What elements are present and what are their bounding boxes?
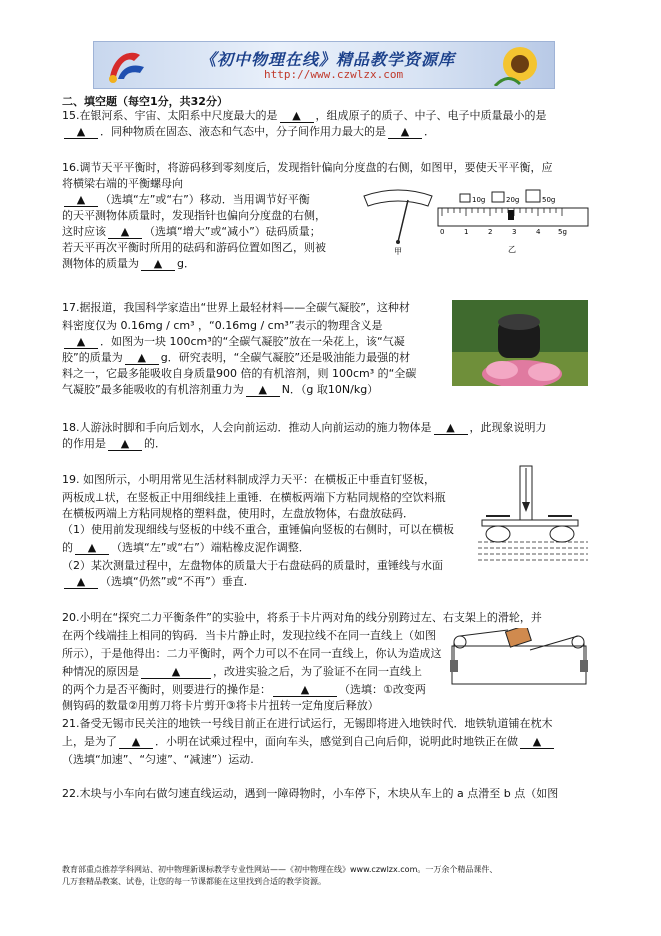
q17-line6: 气凝胶”最多能吸收的有机溶剂重力为 ▲ N．（g 取10N/kg） <box>62 383 379 396</box>
svg-text:4: 4 <box>536 228 541 236</box>
figure-label-yi: 乙 <box>508 245 516 254</box>
q17-line2: 料密度仅为 0.16mg / cm³ ，“0.16mg / cm³”表示的物理含义是 <box>62 319 383 332</box>
q16-line4: 的天平测物体质量时，发现指针也偏向分度盘的右侧， <box>62 209 326 222</box>
svg-text:0: 0 <box>440 228 445 236</box>
q20-line5: 的两个力是否平衡时，则要进行的操作是： ▲ （选填：①改变两 <box>62 683 426 696</box>
answer-blank: ▲ <box>108 225 142 239</box>
bottle-left <box>486 526 510 542</box>
q18-line1: 18.人游泳时脚和手向后划水，人会向前运动．推动人向前运动的施力物体是 ▲ ，此现象说明力 <box>62 421 547 434</box>
q21-line3: （选填“加速”、“匀速”、“减速”）运动. <box>62 753 254 766</box>
two-force-card-figure <box>446 628 592 688</box>
svg-text:10g: 10g <box>472 196 486 204</box>
q15-line1: 15.在银河系、宇宙、太阳系中尺度最大的是 ▲ ，组成原子的质子、中子、电子中质量最小的是 <box>62 109 547 122</box>
q19-line1: 19. 如图所示，小明用常见生活材料制成浮力天平：在横板正中垂直钉竖板， <box>62 473 435 486</box>
q19-line3: 在横板两端上方粘同规格的塑料盘，使用时，左盘放物体，右盘放砝码． <box>62 507 414 520</box>
q20-line4: 种情况的原因是 ▲ ，改进实验之后，为了验证不在同一直线上 <box>62 665 422 678</box>
site-logo-icon <box>104 45 148 85</box>
q22-line1: 22.木块与小车向右做匀速直线运动，遇到一障碍物时，小车停下，木块从车上的 a 点滑至 b 点（如图 <box>62 787 559 800</box>
weights-and-scale-figure-yi <box>438 190 588 254</box>
answer-blank: ▲ <box>434 421 468 435</box>
q21-line2: 上，是为了 ▲ ．小明在试乘过程中，面向车头，感觉到自己向后仰，说明此时地铁正在做 ▲ <box>62 734 556 750</box>
q20-line2: 在两个线端挂上相同的钩码．当卡片静止时，发现拉线不在同一直线上（如图 <box>62 629 436 642</box>
q19-line5: 的 ▲ （选填“左”或“右”）端粘橡皮泥作调整． <box>62 541 310 554</box>
card <box>505 628 531 647</box>
q15-line2: ▲ ．同种物质在固态、液态和气态中，分子间作用力最大的是 ▲ ． <box>62 124 435 140</box>
q17-line4: 胶”的质量为 ▲ g．研究表明，“全碳气凝胶”还是吸油能力最强的材 <box>62 351 411 364</box>
aerogel-on-flower-photo <box>452 300 588 386</box>
buoyancy-balance-figure <box>478 462 590 566</box>
q16-line1: 16.调节天平平衡时，将游码移到零刻度后，发现指针偏向分度盘的右侧，如图甲，要使天平平衡，应 <box>62 161 553 174</box>
footer-line2: 几万套精品教案、试卷，让您的每一节课都能在这里找到合适的教学资源。 <box>62 877 326 886</box>
q16-line6: 若天平再次平衡时所用的砝码和游码位置如图乙，则被 <box>62 241 326 254</box>
q17-line1: 17.据报道，我国科学家造出“世界上最轻材料——全碳气凝胶”，这种材 <box>62 301 410 314</box>
q19-line7: ▲ （选填“仍然”或“不再”）垂直. <box>62 574 247 590</box>
banner-title: 《初中物理在线》精品教学资源库 <box>200 50 456 69</box>
dial-figure-jia <box>364 190 432 256</box>
q16-line7: 测物体的质量为 ▲ g． <box>62 257 195 270</box>
answer-blank: ▲ <box>125 351 159 365</box>
answer-blank: ▲ <box>108 437 142 451</box>
q17-line5: 料之一，它最多能吸收自身质量900 倍的有机溶剂，则 100cm³ 的“全碳 <box>62 367 417 380</box>
answer-blank: ▲ <box>64 335 98 349</box>
answer-blank: ▲ <box>280 109 314 123</box>
header-banner <box>93 41 555 89</box>
q19-line6: （2）某次测量过程中，左盘物体的质量大于右盘砝码的质量时，重锤线与水面 <box>62 559 443 572</box>
answer-blank: ▲ <box>64 575 98 589</box>
q16-balance-figure <box>358 186 590 256</box>
bottle-right <box>550 526 574 542</box>
q20-line6: 侧钩码的数量②用剪刀将卡片剪开③将卡片扭转一定角度后释放） <box>62 699 379 712</box>
svg-text:2: 2 <box>488 228 493 236</box>
q18-line2: 的作用是 ▲ 的． <box>62 437 166 450</box>
q19-line4: （1）使用前发现细线与竖板的中线不重合，重锤偏向竖板的右侧时，可以在横板 <box>62 523 454 536</box>
hook-weight-right <box>580 660 588 672</box>
pointer-needle <box>398 200 408 242</box>
section-title: 二、填空题（每空1分，共32分） <box>62 95 228 108</box>
answer-blank: ▲ <box>64 193 98 207</box>
svg-text:5g: 5g <box>558 228 567 236</box>
q16-line3: ▲ （选填“左”或“右”）移动．当用调节好平衡 <box>62 192 310 208</box>
answer-blank: ▲ <box>273 683 337 697</box>
answer-blank: ▲ <box>388 125 422 139</box>
rider-marker <box>508 210 514 220</box>
q16-line5: 这时应该 ▲ （选填“增大”或“减小”）砝码质量； <box>62 225 321 238</box>
answer-blank: ▲ <box>141 257 175 271</box>
svg-text:3: 3 <box>512 228 517 236</box>
q20-line3: 所示），于是他得出：二力平衡时，两个力可以不在同一直线上，你认为造成这 <box>62 647 442 660</box>
q16-line2: 将横梁右端的平衡螺母向 <box>62 177 183 190</box>
hook-weight-left <box>450 660 458 672</box>
q21-line1: 21.备受无锡市民关注的地铁一号线目前正在进行试运行，无锡即将进入地铁时代．地铁轨道铺在枕木 <box>62 717 553 730</box>
banner-url: http://www.czwlzx.com <box>264 68 404 81</box>
answer-blank: ▲ <box>141 665 211 679</box>
svg-text:20g: 20g <box>506 196 520 204</box>
answer-blank: ▲ <box>520 735 554 749</box>
answer-blank: ▲ <box>119 735 153 749</box>
svg-text:1: 1 <box>464 228 469 236</box>
answer-blank: ▲ <box>246 383 280 397</box>
footer-line1: 教育部重点推荐学科网站、初中物理新课标教学专业性网站——《初中物理在线》www.czwlzx.com。一万余个精品课件、 <box>62 865 498 874</box>
q20-line1: 20.小明在“探究二力平衡条件”的实验中，将系于卡片两对角的线分别跨过左、右支架上的滑轮，并 <box>62 611 542 624</box>
answer-blank: ▲ <box>75 541 109 555</box>
plumb-bob-icon <box>522 502 530 512</box>
sunflower-icon <box>490 44 550 86</box>
q17-line3: ▲ ．如图为一块 100cm³的“全碳气凝胶”放在一朵花上，该“气凝 <box>62 334 405 350</box>
water-surface <box>478 542 588 560</box>
answer-blank: ▲ <box>64 125 98 139</box>
q19-line2: 两板成⊥状，在竖板正中用细线挂上重锤．在横板两端下方粘同规格的空饮料瓶 <box>62 491 446 504</box>
svg-text:50g: 50g <box>542 196 556 204</box>
figure-label-jia: 甲 <box>394 247 402 256</box>
